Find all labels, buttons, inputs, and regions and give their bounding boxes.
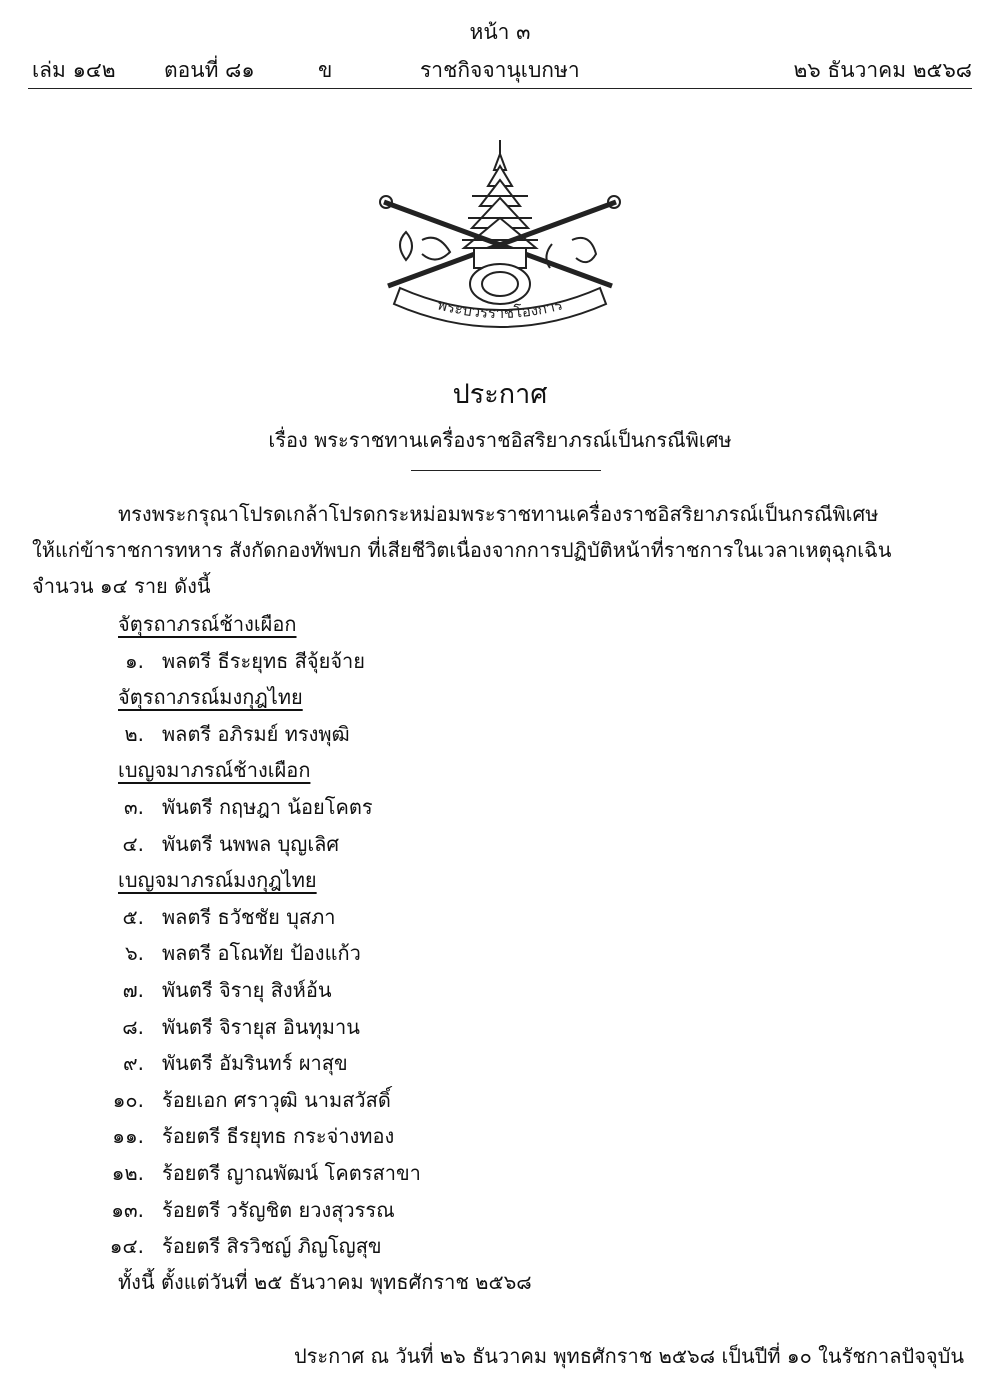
recipient-row [0, 1155, 1000, 1192]
award-category: จัตุรถาภรณ์มงกุฎไทย [118, 685, 303, 710]
recipient-name: พันตรี อัมรินทร์ ผาสุข [162, 1051, 348, 1076]
recipient-number: ๑๒. [111, 1160, 144, 1185]
recipient-number: ๑๑. [112, 1124, 144, 1149]
body-paragraph-line: ให้แก่ข้าราชการทหาร สังกัดกองทัพบก ที่เสียชีวิตเนื่องจากการปฏิบัติหน้าที่ราชการในเวลาเหตุฉุกเฉิน [32, 538, 892, 562]
announcement-subject: เรื่อง พระราชทานเครื่องราชอิสริยาภรณ์เป็นกรณีพิเศษ [268, 428, 732, 452]
recipient-number: ๑๔. [109, 1234, 144, 1259]
body-paragraph-line: ทรงพระกรุณาโปรดเกล้าโปรดกระหม่อมพระราชทานเครื่องราชอิสริยาภรณ์เป็นกรณีพิเศษ [118, 502, 879, 526]
recipient-name: ร้อยเอก ศราวุฒิ นามสวัสดิ์ [162, 1087, 391, 1112]
award-category: เบญจมาภรณ์ช้างเผือก [118, 758, 311, 783]
recipient-row [0, 1192, 1000, 1229]
recipient-number: ๑๓. [111, 1197, 144, 1222]
recipient-row [0, 789, 1000, 826]
recipient-number: ๑. [124, 648, 144, 673]
page-number: หน้า ๓ [469, 20, 531, 44]
recipient-row [0, 935, 1000, 972]
recipient-number: ๒. [124, 721, 144, 746]
recipient-number: ๘. [122, 1014, 144, 1039]
recipient-row [0, 1082, 1000, 1119]
recipient-row [0, 716, 1000, 753]
gazette-name: ราชกิจจานุเบกษา [420, 58, 580, 82]
recipient-number: ๔. [122, 831, 144, 856]
recipient-row [0, 899, 1000, 936]
recipient-row [0, 826, 1000, 863]
recipient-name: ร้อยตรี ญาณพัฒน์ โคตรสาขา [162, 1160, 421, 1185]
award-list [0, 606, 1000, 1265]
recipient-row [0, 972, 1000, 1009]
section-type: ข [318, 58, 333, 82]
recipient-name: ร้อยตรี ธีรยุทธ กระจ่างทอง [162, 1124, 395, 1149]
recipient-number: ๑๐. [112, 1087, 144, 1112]
gazette-header [28, 54, 972, 86]
recipient-row [0, 1045, 1000, 1082]
recipient-name: พันตรี จิรายุส อินทุมาน [162, 1014, 360, 1039]
recipient-name: ร้อยตรี วรัญชิต ยวงสุวรรณ [162, 1197, 395, 1222]
recipient-row [0, 643, 1000, 680]
announcement-title: ประกาศ [452, 379, 548, 410]
header-divider [28, 88, 972, 89]
recipient-name: ร้อยตรี สิรวิชญ์ ภิญโญสุข [162, 1234, 382, 1259]
recipient-name: พันตรี กฤษฎา น้อยโคตร [162, 794, 373, 819]
award-category: จัตุรถาภรณ์ช้างเผือก [118, 612, 297, 636]
volume-number: เล่ม ๑๔๒ [32, 58, 116, 82]
publication-date: ๒๖ ธันวาคม ๒๕๖๘ [793, 58, 972, 82]
emblem-ribbon-text: พระบวรราชโองการ [435, 295, 565, 323]
recipient-name: พลตรี อภิรมย์ ทรงพุฒิ [162, 721, 350, 746]
section-number: ตอนที่ ๘๑ [164, 58, 255, 82]
effective-date: ทั้งนี้ ตั้งแต่วันที่ ๒๕ ธันวาคม พุทธศักราช ๒๕๖๘ [118, 1270, 532, 1294]
recipient-name: พลตรี ธวัชชัย บุสภา [162, 904, 336, 929]
award-category: เบญจมาภรณ์มงกุฎไทย [118, 868, 317, 893]
recipient-name: พลตรี อโณทัย ป้องแก้ว [162, 941, 361, 966]
recipient-row [0, 1228, 1000, 1265]
recipient-number: ๓. [123, 794, 144, 819]
recipient-name: พันตรี นพพล บุญเลิศ [162, 831, 340, 856]
recipient-number: ๙. [122, 1051, 144, 1076]
recipient-number: ๕. [122, 904, 144, 929]
recipient-number: ๗. [122, 977, 144, 1002]
recipient-name: พลตรี ธีระยุทธ สีจุ้ยจ้าย [162, 648, 365, 673]
recipient-row [0, 1009, 1000, 1046]
subject-divider [411, 470, 601, 471]
given-date: ประกาศ ณ วันที่ ๒๖ ธันวาคม พุทธศักราช ๒๕๖๘ เป็นปีที่ ๑๐ ในรัชกาลปัจจุบัน [293, 1344, 964, 1368]
recipient-number: ๖. [124, 941, 144, 966]
body-paragraph-line: จำนวน ๑๔ ราย ดังนี้ [32, 574, 211, 598]
recipient-name: พันตรี จิรายุ สิงห์อ้น [162, 977, 332, 1002]
recipient-row [0, 1118, 1000, 1155]
royal-emblem-icon [376, 136, 624, 346]
